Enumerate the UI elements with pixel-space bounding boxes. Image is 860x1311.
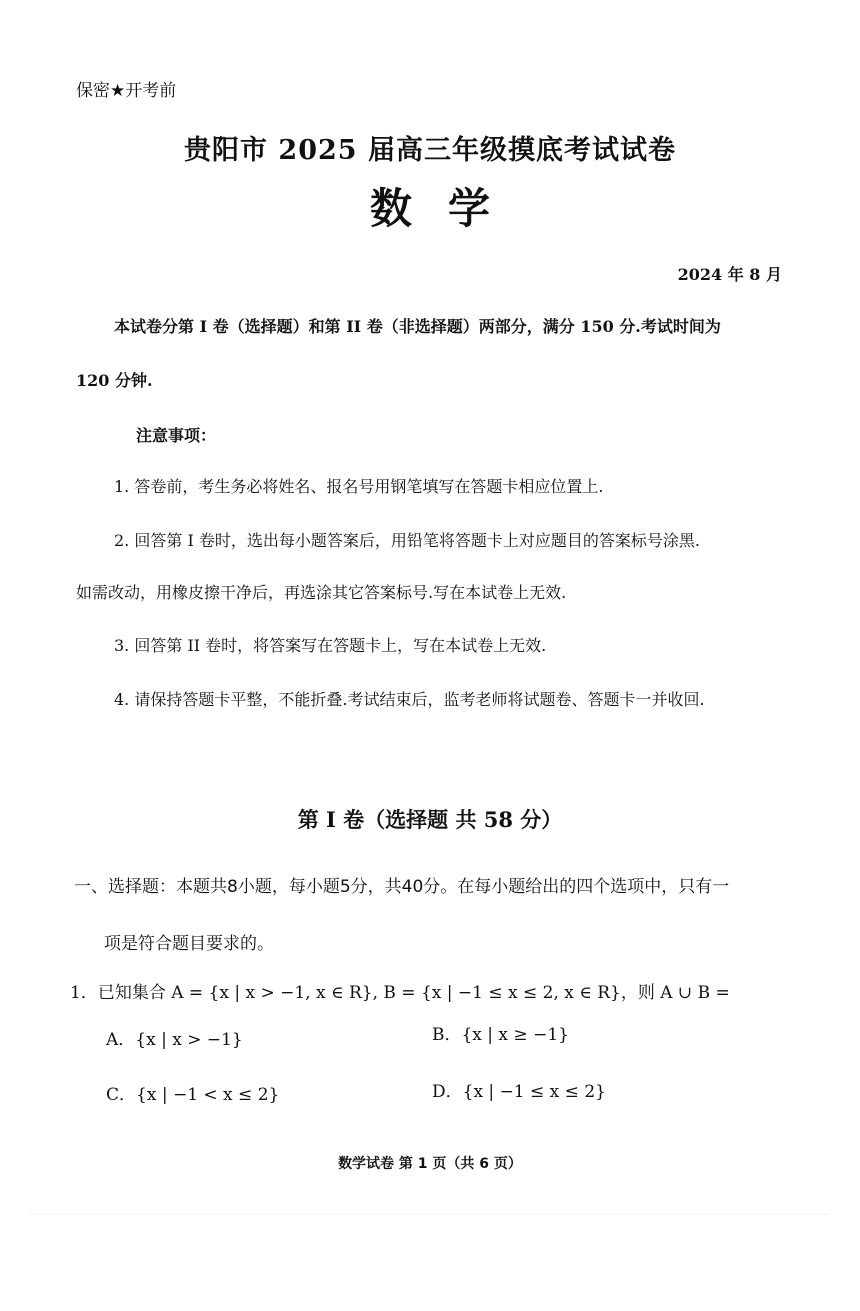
question-1-option-c: C．{x | −1 < x ≤ 2} [106,1085,280,1105]
page-footer: 数学试卷 第 1 页（共 6 页） [338,1156,522,1172]
confidential-label: 保密★开考前 [76,81,177,101]
page-bottom-rule [30,1214,830,1215]
section-title: 第 I 卷（选择题 共 58 分） [297,807,563,832]
part-instruction-line-1: 一、选择题：本题共8小题，每小题5分，共40分。在每小题给出的四个选项中，只有一 [74,877,730,897]
exam-date: 2024 年 8 月 [677,265,782,284]
question-1-option-a: A．{x | x > −1} [106,1030,243,1050]
subject-title: 数学 [369,184,526,233]
note-item-4: 4. 请保持答题卡平整，不能折叠.考试结束后，监考老师将试题卷、答题卡一并收回. [114,690,705,709]
note-item-3: 3. 回答第 II 卷时，将答案写在答题卡上，写在本试卷上无效. [114,636,547,655]
intro-line-1: 本试卷分第 I 卷（选择题）和第 II 卷（非选择题）两部分，满分 150 分.考试时间为 [114,317,721,336]
exam-title: 贵阳市 2025 届高三年级摸底考试试卷 [184,135,676,166]
note-item-2-continued: 如需改动，用橡皮擦干净后，再选涂其它答案标号.写在本试卷上无效. [76,583,567,602]
question-1-option-b: B．{x | x ≥ −1} [432,1025,569,1045]
notes-title: 注意事项： [136,426,217,445]
note-item-2: 2. 回答第 I 卷时，选出每小题答案后，用铅笔将答题卡上对应题目的答案标号涂黑. [114,531,700,550]
question-1-stem: 1．已知集合 A = {x | x > −1, x ∈ R}, B = {x | −1 ≤ x ≤ 2, x ∈ R}，则 A ∪ B = [70,983,730,1003]
note-item-1: 1. 答卷前，考生务必将姓名、报名号用钢笔填写在答题卡相应位置上. [114,477,604,496]
intro-line-2: 120 分钟. [76,371,153,390]
question-1-option-d: D．{x | −1 ≤ x ≤ 2} [432,1082,606,1102]
part-instruction-line-2: 项是符合题目要求的。 [104,934,274,954]
